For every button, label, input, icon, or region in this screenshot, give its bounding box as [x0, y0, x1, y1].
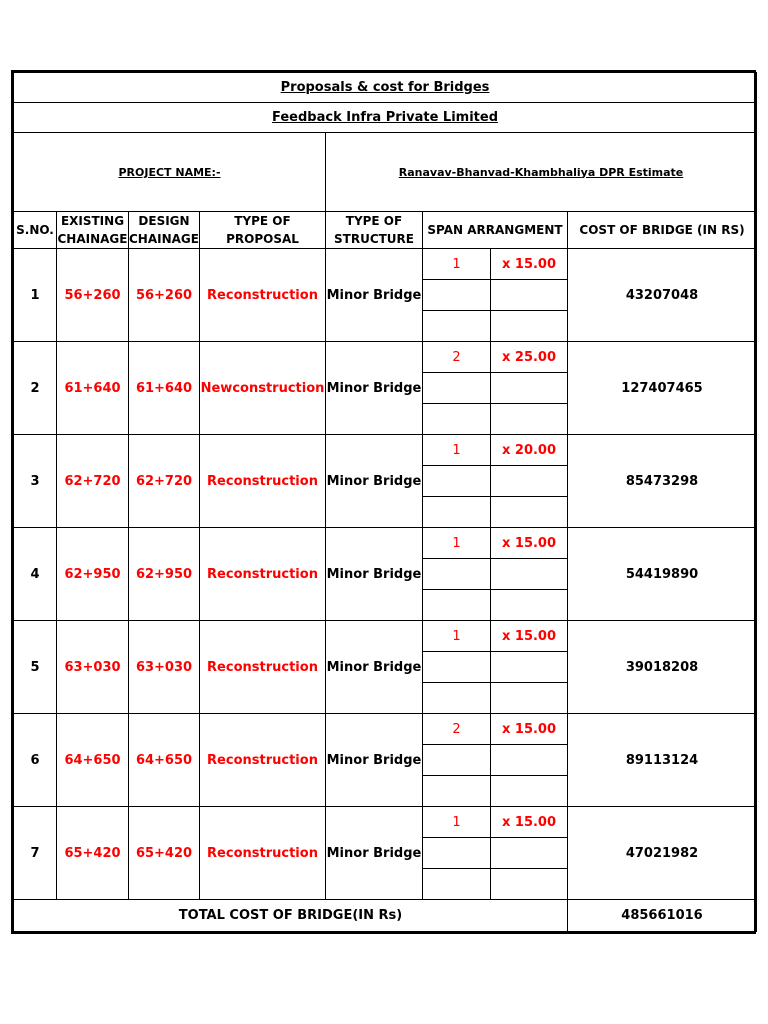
proposal-type: Newconstruction	[200, 342, 326, 435]
total-value: 485661016	[568, 900, 757, 932]
span-empty-cell	[423, 311, 491, 342]
total-label: TOTAL COST OF BRIDGE(IN Rs)	[14, 900, 568, 932]
span-empty-cell	[423, 280, 491, 311]
span-count: 1	[423, 807, 491, 838]
column-header-cost: COST OF BRIDGE (IN RS)	[568, 212, 757, 249]
table-row	[14, 807, 757, 838]
design-chainage: 61+640	[129, 342, 200, 435]
proposal-type: Reconstruction	[200, 714, 326, 807]
span-count: 1	[423, 621, 491, 652]
proposal-type: Reconstruction	[200, 528, 326, 621]
span-length: x 15.00	[491, 249, 568, 280]
span-empty-cell	[491, 559, 568, 590]
span-length: x 15.00	[491, 714, 568, 745]
structure-type: Minor Bridge	[326, 528, 423, 621]
span-empty-cell	[423, 838, 491, 869]
span-empty-cell	[423, 869, 491, 900]
span-length: x 15.00	[491, 621, 568, 652]
existing-chainage: 61+640	[57, 342, 129, 435]
total-row	[14, 900, 757, 932]
existing-chainage: 65+420	[57, 807, 129, 900]
design-chainage: 56+260	[129, 249, 200, 342]
serial-number: 3	[14, 435, 57, 528]
structure-type: Minor Bridge	[326, 807, 423, 900]
bridge-cost: 85473298	[568, 435, 757, 528]
proposal-type: Reconstruction	[200, 249, 326, 342]
existing-chainage: 64+650	[57, 714, 129, 807]
bridge-cost: 39018208	[568, 621, 757, 714]
proposal-type: Reconstruction	[200, 435, 326, 528]
bridge-cost-sheet	[11, 70, 756, 934]
column-header-existing-chainage: EXISTING CHAINAGE	[57, 212, 129, 249]
design-chainage: 62+720	[129, 435, 200, 528]
span-length: x 20.00	[491, 435, 568, 466]
span-empty-cell	[491, 652, 568, 683]
table-row	[14, 528, 757, 559]
span-length: x 15.00	[491, 807, 568, 838]
span-count: 1	[423, 249, 491, 280]
column-header-type-of-proposal: TYPE OF PROPOSAL	[200, 212, 326, 249]
span-empty-cell	[491, 590, 568, 621]
span-empty-cell	[491, 404, 568, 435]
span-empty-cell	[491, 466, 568, 497]
span-empty-cell	[423, 776, 491, 807]
existing-chainage: 62+950	[57, 528, 129, 621]
table-row	[14, 342, 757, 373]
span-empty-cell	[423, 404, 491, 435]
span-count: 2	[423, 342, 491, 373]
design-chainage: 62+950	[129, 528, 200, 621]
bridge-cost: 47021982	[568, 807, 757, 900]
span-empty-cell	[423, 373, 491, 404]
span-empty-cell	[423, 590, 491, 621]
column-header-type-of-structure: TYPE OF STRUCTURE	[326, 212, 423, 249]
span-count: 2	[423, 714, 491, 745]
table-row	[14, 435, 757, 466]
span-empty-cell	[491, 683, 568, 714]
bridge-cost: 43207048	[568, 249, 757, 342]
structure-type: Minor Bridge	[326, 342, 423, 435]
span-empty-cell	[491, 745, 568, 776]
design-chainage: 64+650	[129, 714, 200, 807]
serial-number: 2	[14, 342, 57, 435]
table-row	[14, 621, 757, 652]
span-empty-cell	[491, 776, 568, 807]
structure-type: Minor Bridge	[326, 714, 423, 807]
proposal-type: Reconstruction	[200, 621, 326, 714]
span-empty-cell	[423, 559, 491, 590]
serial-number: 7	[14, 807, 57, 900]
design-chainage: 63+030	[129, 621, 200, 714]
span-empty-cell	[423, 683, 491, 714]
bridge-cost: 127407465	[568, 342, 757, 435]
span-empty-cell	[423, 466, 491, 497]
span-empty-cell	[423, 745, 491, 776]
structure-type: Minor Bridge	[326, 621, 423, 714]
serial-number: 5	[14, 621, 57, 714]
design-chainage: 65+420	[129, 807, 200, 900]
serial-number: 6	[14, 714, 57, 807]
project-name-value: Ranavav-Bhanvad-Khambhaliya DPR Estimate	[326, 133, 757, 212]
proposal-type: Reconstruction	[200, 807, 326, 900]
bridge-cost: 54419890	[568, 528, 757, 621]
serial-number: 1	[14, 249, 57, 342]
span-empty-cell	[423, 652, 491, 683]
existing-chainage: 56+260	[57, 249, 129, 342]
span-length: x 15.00	[491, 528, 568, 559]
existing-chainage: 62+720	[57, 435, 129, 528]
table-row	[14, 714, 757, 745]
bridge-cost: 89113124	[568, 714, 757, 807]
company-name: Feedback Infra Private Limited	[14, 103, 757, 133]
table-row	[14, 249, 757, 280]
span-empty-cell	[423, 497, 491, 528]
column-header-span-arrangement: SPAN ARRANGMENT	[423, 212, 568, 249]
bridge-cost-table	[13, 72, 757, 932]
span-length: x 25.00	[491, 342, 568, 373]
span-count: 1	[423, 435, 491, 466]
serial-number: 4	[14, 528, 57, 621]
span-count: 1	[423, 528, 491, 559]
span-empty-cell	[491, 497, 568, 528]
span-empty-cell	[491, 838, 568, 869]
project-name-label: PROJECT NAME:-	[14, 133, 326, 212]
span-empty-cell	[491, 311, 568, 342]
structure-type: Minor Bridge	[326, 435, 423, 528]
column-header-design-chainage: DESIGN CHAINAGE	[129, 212, 200, 249]
span-empty-cell	[491, 280, 568, 311]
span-empty-cell	[491, 869, 568, 900]
span-empty-cell	[491, 373, 568, 404]
structure-type: Minor Bridge	[326, 249, 423, 342]
sheet-title: Proposals & cost for Bridges	[14, 73, 757, 103]
column-header-sno: S.NO.	[14, 212, 57, 249]
existing-chainage: 63+030	[57, 621, 129, 714]
